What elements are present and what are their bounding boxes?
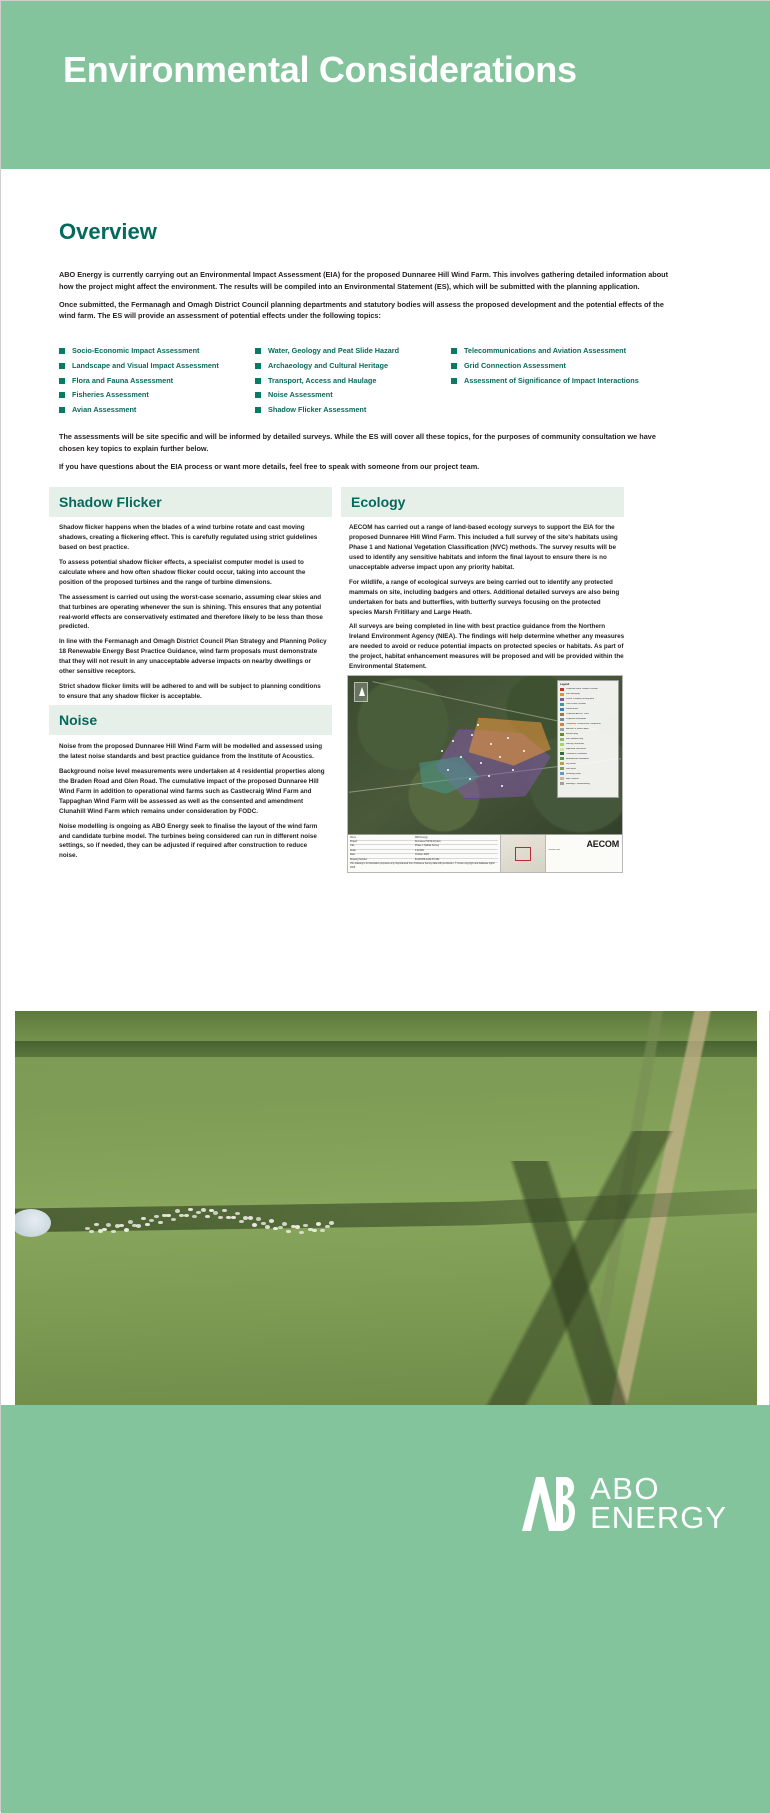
topic-item — [59, 347, 255, 356]
topic-label: Avian Assessment — [72, 405, 137, 414]
sheep — [136, 1224, 141, 1227]
map-legend-label: Buildings / Hardstanding — [566, 782, 590, 785]
sheep — [282, 1222, 287, 1225]
map-legend-item — [560, 747, 616, 751]
map-legend-label: Temporary Construction Compound — [566, 722, 601, 725]
aecom-address: aecom.com — [548, 849, 560, 851]
topic-label: Telecommunications and Aviation Assessment — [464, 346, 627, 355]
map-turbine-marker — [499, 756, 501, 758]
ecology-paragraph: For wildlife, a range of ecological surveys are being carried out to identify any protected mammals on site, including badgers and otters. Additional detailed surveys are also being undertaken for bats and butterflies, with butterfly surveys focusing on the protected species Marsh Fritillary and Large Heath. — [349, 578, 620, 616]
map-titleblock-key: Title — [350, 845, 355, 848]
map-legend-swatch — [560, 728, 564, 731]
map-legend-label: Bare Ground — [566, 777, 579, 780]
topic-item — [451, 377, 679, 386]
map-legend-swatch — [560, 703, 564, 706]
sheep — [166, 1214, 171, 1217]
sheep — [188, 1208, 193, 1211]
topic-label: Noise Assessment — [268, 390, 333, 400]
topic-column-2 — [255, 347, 451, 421]
map-legend-item — [560, 752, 616, 756]
shadow-flicker-paragraph: To assess potential shadow flicker effects, a specialist computer model is used to calculate where and how often shadow flicker could occur, taking into account the position of the proposed turbines and the range of turbine dimensions. — [59, 558, 306, 586]
sheep — [119, 1224, 124, 1227]
map-legend-label: Borrow Pit Search Area — [566, 727, 589, 730]
sheep — [231, 1216, 236, 1219]
map-legend-label: Standing Water — [566, 772, 581, 775]
topic-label: Flora and Fauna Assessment — [72, 375, 174, 385]
map-legend-item — [560, 707, 616, 711]
ecology-heading: Ecology — [351, 494, 406, 510]
shadow-flicker-paragraph: In line with the Fermanagh and Omagh District Council Plan Strategy and Planning Policy 18 Renewable Energy Best Practice Guidance, wind farm proposals must demonstrate that they will not result in any unacceptable adverse impacts on nearby dwellings or other sensitive receptors. — [59, 638, 327, 676]
bullet-square-icon — [451, 363, 457, 369]
map-legend-item — [560, 697, 616, 701]
map-legend-item — [560, 727, 616, 731]
map-titleblock-disclaimer: This drawing is for illustration purposes only. Reproduced from Ordnance Survey data with permission. © Crown copyright and database rights 2025. — [350, 863, 495, 869]
bullet-square-icon — [451, 348, 457, 354]
sheep — [213, 1211, 218, 1214]
map-legend-swatch — [560, 723, 564, 726]
map-legend-swatch — [560, 757, 564, 760]
map-turbine-marker — [477, 724, 479, 726]
abo-energy-logo — [518, 1471, 727, 1535]
map-legend-item — [560, 717, 616, 721]
map-legend-item — [560, 702, 616, 706]
bullet-square-icon — [255, 392, 261, 398]
sheep — [171, 1218, 176, 1221]
sheep — [269, 1219, 274, 1222]
map-titleblock-key: Drawing Number — [350, 858, 368, 861]
shadow-flicker-paragraph: Shadow flicker happens when the blades of a wind turbine rotate and cast moving shadows, creating a flickering effect. This is carefully regulated using strict guidelines based on best practice. — [59, 524, 318, 551]
topic-label: Fisheries Assessment — [72, 390, 149, 400]
page-footer — [1, 1405, 770, 1813]
map-legend-swatch — [560, 748, 564, 751]
bullet-square-icon — [255, 378, 261, 384]
noise-paragraph: Background noise level measurements were undertaken at 4 residential properties along the Braden Road and Glen Road. The cumulative impact of the proposed Dunnaree Hill Wind Farm in addition to operational wind farms such as Castlecraig Wind Farm and Tappaghan Wind Farm will be assessed as well as the consented and amendment Clunahill Wind Farm which remains under consideration by FODC. — [59, 767, 325, 815]
sheep — [145, 1223, 150, 1226]
map-legend-label: Watercourse — [566, 708, 579, 711]
content-area — [1, 169, 770, 1011]
aecom-logo: AECOM — [586, 839, 619, 849]
topic-item — [451, 347, 679, 356]
map-titleblock-key: Project — [350, 840, 358, 843]
map-location-inset — [501, 835, 546, 872]
map-legend-item — [560, 692, 616, 696]
sheep — [158, 1221, 163, 1224]
sheep — [141, 1217, 146, 1220]
topic-item — [451, 362, 679, 371]
map-titleblock-value: Phase 1 Habitat Survey — [414, 845, 440, 848]
sheep — [256, 1217, 261, 1220]
map-legend-item — [560, 762, 616, 766]
topic-label: Landscape and Visual Impact Assessment — [72, 360, 219, 370]
map-brand-block — [546, 835, 622, 872]
map-satellite-basemap — [348, 676, 622, 836]
map-legend-title: Legend — [560, 683, 570, 686]
turbine-blade-shadow — [367, 1131, 757, 1405]
map-legend-item — [560, 742, 616, 746]
map-legend-swatch — [560, 688, 564, 691]
overview-closing — [59, 431, 679, 472]
noise-paragraph: Noise modelling is ongoing as ABO Energy seek to finalise the layout of the wind farm and candidate turbine model. The turbines being considered can run in different noise settings, so if needed, they can be adjusted if required after construction to reduce noise. — [59, 822, 318, 860]
sheep — [286, 1230, 291, 1233]
overview-paragraph-2: Once submitted, the Fermanagh and Omagh District Council planning departments and statutory bodies will assess the proposed development and the potential effects of the wind farm. The ES will provide an assessment of potential effects under the following topics: — [59, 299, 664, 321]
sheep — [265, 1225, 270, 1228]
map-legend-label: Blanket Bog — [566, 732, 578, 735]
map-legend-label: Phase 1 Habitat Survey Area — [566, 698, 595, 701]
hero-photo — [15, 1011, 757, 1405]
map-legend-label: Wet Heath — [566, 767, 577, 770]
bullet-square-icon — [59, 407, 65, 413]
bullet-square-icon — [451, 378, 457, 384]
map-legend-item — [560, 687, 616, 691]
shadow-flicker-panel-header — [49, 487, 332, 517]
map-legend-swatch — [560, 693, 564, 696]
page-header — [1, 1, 770, 169]
map-turbine-marker — [507, 737, 509, 739]
sheep — [320, 1229, 325, 1232]
map-legend-label: Dry Heath — [566, 762, 576, 765]
topic-item — [255, 377, 451, 386]
sheep-flock — [85, 1203, 335, 1237]
noise-panel-body — [59, 742, 327, 861]
sheep — [106, 1223, 111, 1226]
sheep — [218, 1216, 223, 1219]
map-legend-item — [560, 777, 616, 781]
sheep — [295, 1225, 300, 1228]
sheep — [316, 1222, 321, 1225]
ecology-map-figure — [347, 675, 623, 873]
topic-item — [255, 362, 451, 371]
bullet-square-icon — [255, 348, 261, 354]
sheep — [278, 1226, 283, 1229]
sheep — [248, 1216, 253, 1219]
closing-paragraph-2: If you have questions about the EIA process or want more details, feel free to speak with someone from our project team. — [59, 461, 480, 471]
ecology-paragraph: AECOM has carried out a range of land-based ecology surveys to support the EIA for the proposed Dunnaree Hill Wind Farm. This included a full survey of the site's habitats using Phase 1 and National Vegetation Classification (NVC) methods. The survey results will be used to identify any sensitive habitats and inform the final layout to ensure there is no unacceptable adverse impact upon any priority habitat. — [349, 524, 618, 571]
map-titleblock-table — [348, 835, 501, 872]
map-legend-swatch — [560, 713, 564, 716]
map-titleblock-value: 60123456-ACM-XX-001 — [414, 858, 440, 861]
sheep — [128, 1220, 133, 1223]
sheep — [154, 1215, 159, 1218]
map-legend-item — [560, 732, 616, 736]
map-legend-swatch — [560, 767, 564, 770]
map-legend-label: Site Boundary — [566, 693, 580, 696]
map-turbine-marker — [441, 750, 443, 752]
topic-label: Water, Geology and Peat Slide Hazard — [268, 346, 400, 355]
map-legend-item — [560, 767, 616, 771]
topic-label: Assessment of Significance of Impact Interactions — [464, 375, 639, 385]
bullet-square-icon — [59, 363, 65, 369]
topic-column-3 — [451, 347, 679, 421]
overview-intro — [59, 269, 679, 322]
ecology-paragraph: All surveys are being completed in line with best practice guidance from the Northern Ireland Environment Agency (NIEA). The findings will help determine whether any measures are needed to avoid or reduce potential impacts on protected species or habitats. As part of the project, habitat enhancement measures will be proposed and will be provided within the Environmental Statement. — [349, 623, 625, 671]
map-legend-item — [560, 772, 616, 776]
topic-list — [59, 347, 679, 421]
topic-item — [59, 377, 255, 386]
map-legend-label: Marshy Grassland — [566, 742, 584, 745]
north-arrow-icon — [354, 682, 368, 702]
shadow-flicker-heading: Shadow Flicker — [59, 494, 162, 510]
sheep — [303, 1224, 308, 1227]
map-legend-swatch — [560, 772, 564, 775]
map-legend-item — [560, 737, 616, 741]
sheep — [205, 1215, 210, 1218]
sheep — [312, 1229, 317, 1232]
topic-item — [59, 362, 255, 371]
ecology-panel-body — [349, 523, 625, 672]
logo-line-1: ABO — [590, 1470, 661, 1506]
map-legend — [557, 680, 619, 798]
sheep — [89, 1230, 94, 1233]
sheep — [325, 1225, 330, 1228]
bullet-square-icon — [59, 378, 65, 384]
map-legend-label: Peat Probe Location — [566, 703, 586, 706]
topic-item — [59, 391, 255, 400]
noise-panel-header — [49, 705, 332, 735]
map-legend-swatch — [560, 718, 564, 721]
sheep — [175, 1209, 180, 1212]
abo-monogram-icon — [518, 1471, 576, 1535]
sheep — [102, 1228, 107, 1231]
sheep — [329, 1221, 334, 1224]
sheep — [201, 1208, 206, 1211]
map-legend-label: Improved Grassland — [566, 747, 586, 750]
map-titleblock-value: ABO Energy — [414, 836, 428, 839]
map-turbine-marker — [488, 775, 490, 777]
sheep — [192, 1215, 197, 1218]
bullet-square-icon — [255, 407, 261, 413]
closing-paragraph-1: The assessments will be site specific and will be informed by detailed surveys. While the ES will cover all these topics, for the purposes of community consultation we have chosen key topics to explain further below. — [59, 432, 656, 453]
map-titleblock — [348, 834, 622, 872]
map-legend-item — [560, 782, 616, 786]
map-titleblock-key: Scale — [350, 849, 356, 852]
map-legend-swatch — [560, 733, 564, 736]
topic-column-1 — [59, 347, 255, 421]
map-titleblock-value: October 2025 — [414, 854, 429, 857]
topic-label: Grid Connection Assessment — [464, 360, 566, 370]
abo-energy-wordmark — [590, 1470, 727, 1535]
map-turbine-marker — [447, 769, 449, 771]
map-legend-item — [560, 722, 616, 726]
overview-heading: Overview — [59, 219, 157, 244]
topic-label: Shadow Flicker Assessment — [268, 405, 367, 414]
topic-item — [59, 406, 255, 415]
map-legend-item — [560, 712, 616, 716]
sheep — [252, 1223, 257, 1226]
topic-item — [255, 347, 451, 356]
topic-label: Socio-Economic Impact Assessment — [72, 346, 200, 355]
page-title: Environmental Considerations — [63, 49, 577, 90]
map-legend-swatch — [560, 777, 564, 780]
map-titleblock-key: Date — [350, 854, 355, 857]
bullet-square-icon — [255, 363, 261, 369]
sheep — [111, 1230, 116, 1233]
map-titleblock-key: Client — [350, 836, 356, 839]
map-legend-swatch — [560, 782, 564, 785]
topic-label: Transport, Access and Haulage — [268, 375, 377, 385]
logo-line-2: ENERGY — [590, 1500, 727, 1535]
shadow-flicker-paragraph: The assessment is carried out using the worst-case scenario, assuming clear skies and that turbines are operating whenever the sun is shining. This ensures that any potential real-world effects are conservatively estimated and therefore likely to be less than those predicted. — [59, 593, 323, 631]
map-legend-label: Wet Modified Bog — [566, 737, 584, 740]
sheep — [94, 1223, 99, 1226]
map-legend-swatch — [560, 752, 564, 755]
map-legend-label: Proposed Substation — [566, 718, 587, 720]
overview-paragraph-1: ABO Energy is currently carrying out an Environmental Impact Assessment (EIA) for the proposed Dunnaree Hill Wind Farm. This involves gathering detailed information about how the project might affect the environment. The results will be compiled into an Environmental Statement (ES), which will be submitted with the planning application. — [59, 270, 669, 291]
noise-paragraph: Noise from the proposed Dunnaree Hill Wind Farm will be modelled and assessed using the latest noise standards and best practice guidance from the Institute of Acoustics. — [59, 743, 323, 760]
sheep — [222, 1209, 227, 1212]
map-legend-label: Coniferous Plantation — [566, 752, 587, 755]
shadow-flicker-paragraph: Strict shadow flicker limits will be adhered to and will be subject to planning conditions to ensure that any shadow flicker is acceptable. — [59, 683, 321, 701]
map-legend-swatch — [560, 743, 564, 746]
map-legend-label: Broadleaved Woodland — [566, 757, 589, 760]
bullet-square-icon — [59, 348, 65, 354]
sheep — [299, 1231, 304, 1234]
noise-heading: Noise — [59, 712, 98, 728]
sheep — [239, 1220, 244, 1223]
sheep — [235, 1212, 240, 1215]
map-legend-swatch — [560, 762, 564, 765]
map-legend-label: Proposed Wind Turbine Location — [566, 688, 598, 691]
topic-item — [255, 406, 451, 415]
map-titleblock-value: Dunnaree Hill Wind Farm — [414, 840, 441, 843]
shadow-flicker-panel-body — [59, 523, 327, 702]
sheep — [149, 1219, 154, 1222]
topic-label: Archaeology and Cultural Heritage — [268, 360, 389, 370]
topic-item — [255, 391, 451, 400]
map-titleblock-value: 1:20,000 — [414, 849, 424, 852]
map-legend-label: Proposed Access Track — [566, 713, 589, 716]
bullet-square-icon — [59, 392, 65, 398]
map-legend-item — [560, 757, 616, 761]
sheep — [124, 1228, 129, 1231]
sheep — [184, 1214, 189, 1217]
map-legend-swatch — [560, 708, 564, 711]
ecology-panel-header — [341, 487, 624, 517]
map-legend-swatch — [560, 738, 564, 741]
map-legend-swatch — [560, 698, 564, 701]
